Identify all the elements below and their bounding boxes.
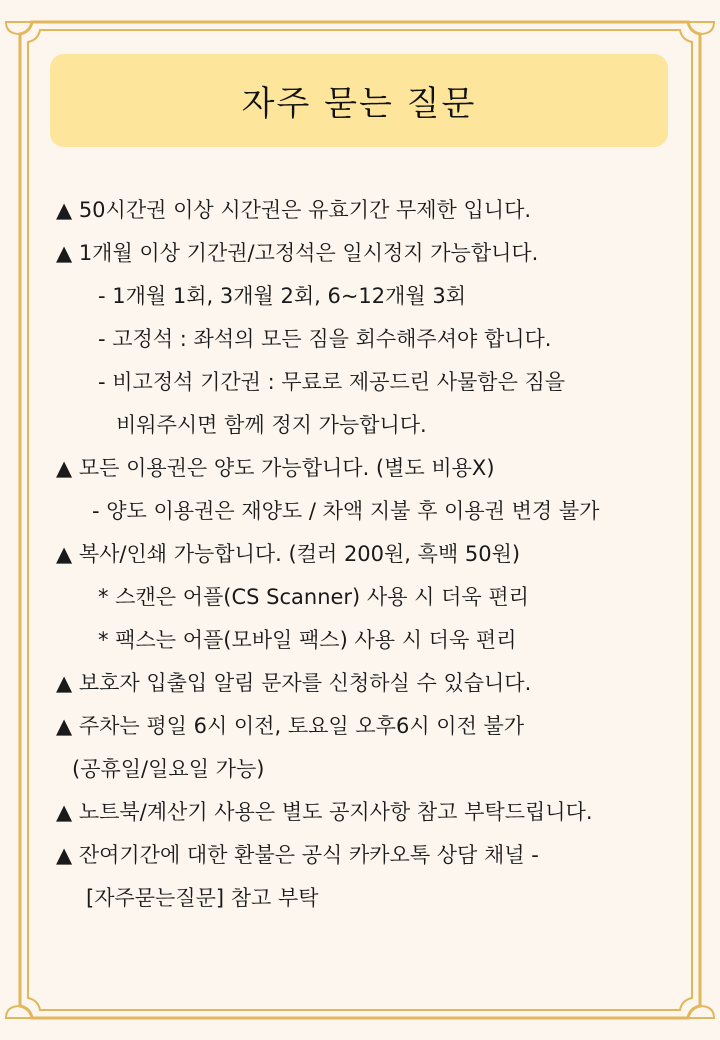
faq-line-16: ▲ 잔여기간에 대한 환불은 공식 카카오톡 상담 채널 - xyxy=(56,843,539,867)
faq-line-11: * 팩스는 어플(모바일 팩스) 사용 시 더욱 편리 xyxy=(98,628,517,652)
faq-line-17: [자주묻는질문] 참고 부탁 xyxy=(86,886,319,910)
faq-line-2: ▲ 1개월 이상 기간권/고정석은 일시정지 가능합니다. xyxy=(56,241,539,265)
faq-line-5: - 비고정석 기간권 : 무료로 제공드린 사물함은 짐을 xyxy=(98,370,566,394)
faq-line-9: ▲ 복사/인쇄 가능합니다. (컬러 200원, 흑백 50원) xyxy=(56,542,521,566)
faq-line-12: ▲ 보호자 입출입 알림 문자를 신청하실 수 있습니다. xyxy=(56,671,532,695)
faq-line-8: - 양도 이용권은 재양도 / 차액 지불 후 이용권 변경 불가 xyxy=(92,499,600,523)
faq-line-15: ▲ 노트북/계산기 사용은 별도 공지사항 참고 부탁드립니다. xyxy=(56,800,593,824)
faq-line-4: - 고정석 : 좌석의 모든 짐을 회수해주셔야 합니다. xyxy=(98,327,552,351)
faq-line-14: (공휴일/일요일 가능) xyxy=(72,757,265,781)
page-title: 자주 묻는 질문 xyxy=(241,84,477,124)
faq-line-3: - 1개월 1회, 3개월 2회, 6~12개월 3회 xyxy=(98,284,467,308)
faq-line-1: ▲ 50시간권 이상 시간권은 유효기간 무제한 입니다. xyxy=(56,198,532,222)
faq-line-6: 비워주시면 함께 정지 가능합니다. xyxy=(116,413,427,437)
faq-line-13: ▲ 주차는 평일 6시 이전, 토요일 오후6시 이전 불가 xyxy=(56,714,525,738)
faq-line-7: ▲ 모든 이용권은 양도 가능합니다. (별도 비용X) xyxy=(56,456,495,480)
faq-line-10: * 스캔은 어플(CS Scanner) 사용 시 더욱 편리 xyxy=(98,585,529,609)
